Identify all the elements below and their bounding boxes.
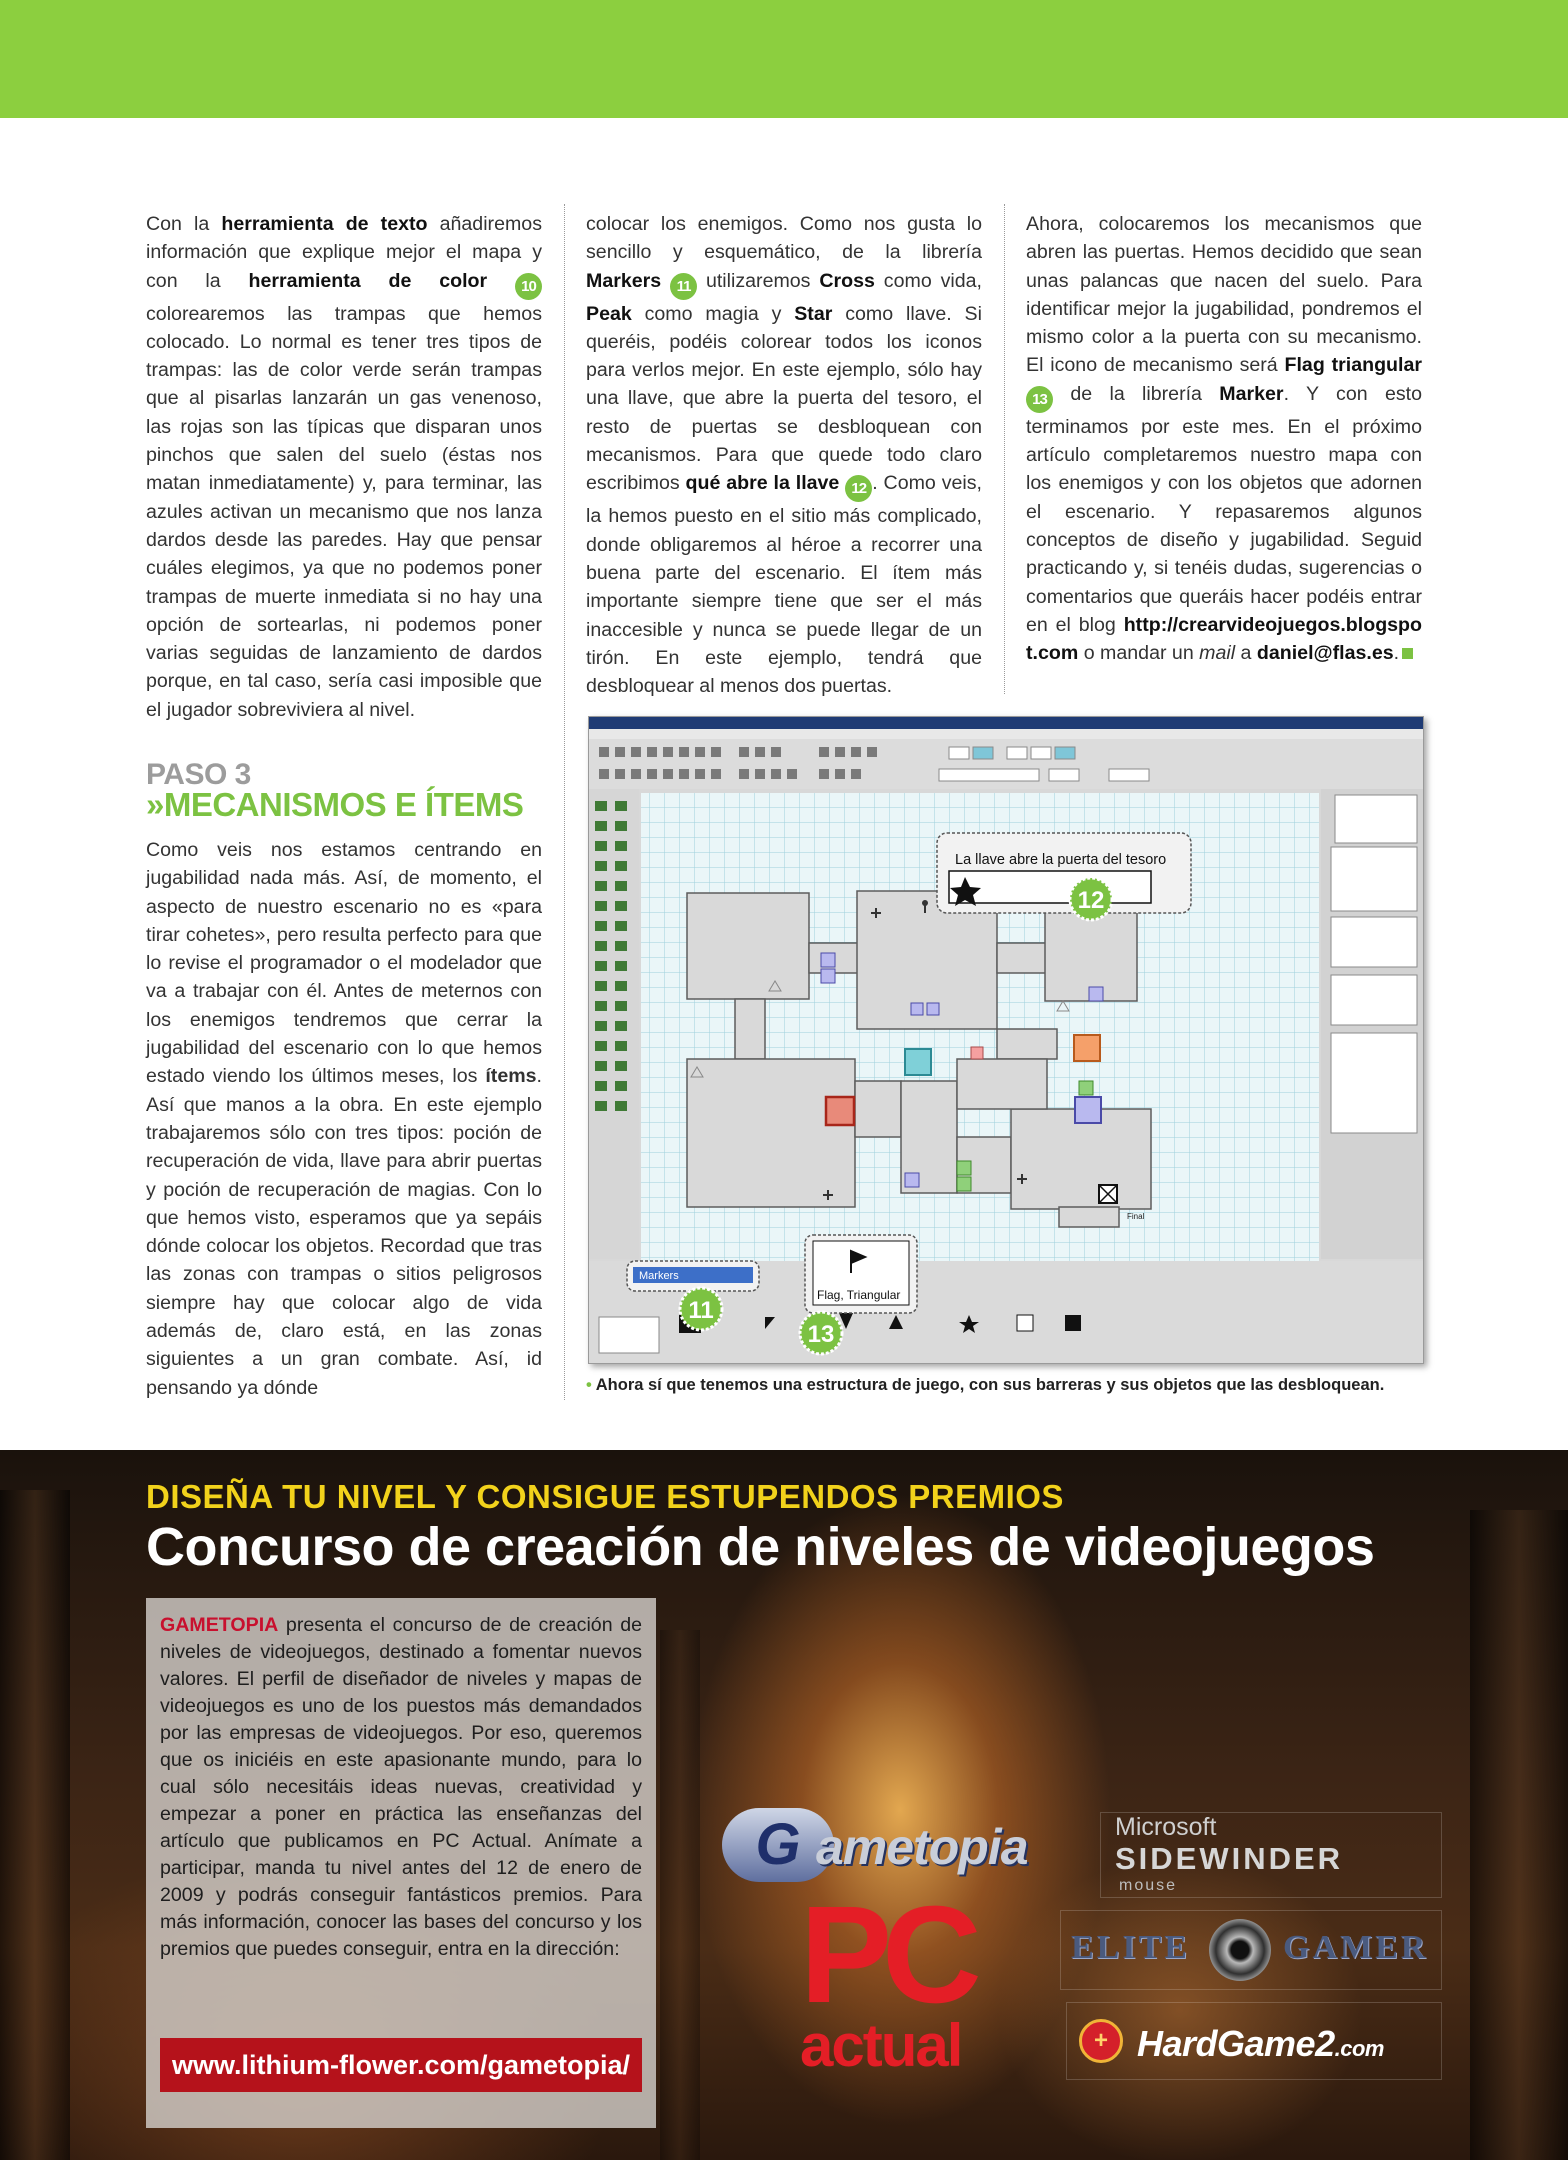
gametopia-logo: G ametopia [722,1808,1062,1882]
banner-title: Concurso de creación de niveles de videojuegos [146,1517,1375,1577]
banner-kicker: DISEÑA TU NIVEL Y CONSIGUE ESTUPENDOS PREMIOS [146,1478,1064,1515]
decorative-pillar [0,1490,70,2160]
plus-icon: + [1079,2019,1123,2063]
callout-number: 11 [670,273,697,300]
ring-icon [1209,1919,1271,1981]
column-divider [1004,204,1005,694]
map-editor-illustration [589,717,1424,1364]
callout-markers-text: Markers [639,1270,679,1282]
contest-info-box [146,1598,656,2128]
paragraph: colocar los enemigos. Como nos gusta lo sencillo y esquemático, de la librería Markers 11 utilizaremos Cross como vida, Peak como magia y Star como llave. Si queréis, podéis colorear todos los iconos para verlos mejor. En este ejemplo, sólo hay una llave, que abre la puerta del tesoro, el resto de puertas se desbloquean con mecanismos. Para que quede todo claro escribimos qué abre la llave 12 . Como veis, la hemos puesto en el sitio más complicado, donde obligaremos al héroe a recorrer una buena parte del escenario. El ítem más importante siempre tiene que ser el más inaccesible y nunca se puede llegar de un tirón. En este ejemplo, tendrá que desbloquear al menos dos puertas. [586,213,982,698]
paragraph: Como veis nos estamos centrando en jugabilidad nada más. Así, de momento, el aspecto de nuestro escenario no es «para tirar cohetes», pero resulta perfecto para que lo revise el programador o el modelador que va a trabajar con él. Antes de meternos con los enemigos tendremos que cerrar la jugabilidad del escenario con lo que hemos estado viendo los últimos meses, los ítems. Así que manos a la obra. En este ejemplo trabajaremos sólo con tres tipos: poción de recuperación de vida, llave para abrir puertas y poción de recuperación de magias. Con lo que hemos visto, esperamos que ya sepáis dónde colocar los objetos. Recordad que tras las zonas con trampas o sitios peligrosos siempre hay que colocar algo de vida además de, claro está, en las zonas siguientes a un gran combate. Así, id pensando ya dónde [146,839,542,1399]
window-title-bar [589,717,1424,729]
top-color-bar [0,0,1568,118]
end-mark [1402,648,1413,659]
callout-number: 10 [515,273,542,300]
callout-flag-text: Flag, Triangular [817,1288,901,1302]
contest-url[interactable]: www.lithium-flower.com/gametopia/ [160,2038,642,2092]
hardgame2-logo: + HardGame2.com [1066,2002,1442,2080]
badge-13: 13 [807,1321,835,1348]
article-column-2 [586,210,982,700]
elite-gamer-logo: ELITE GAMER [1060,1910,1442,1990]
figure-caption: • Ahora sí que tenemos una estructura de juego, con sus barreras y sus objetos que las desbloquean. [586,1376,1385,1394]
paragraph: Ahora, colocaremos los mecanismos que abren las puertas. Hemos decidido que sean unas palancas que nacen del suelo. Para identificar mejor la jugabilidad, pondremos el mismo color a la puerta con su mecanismo. El icono de mecanismo será Flag triangular 13 de la librería Marker. Y con esto terminamos por este mes. En el próximo artículo completaremos nuestro mapa con los enemigos y con los objetos que adornen el escenario. Y repasaremos algunos conceptos de diseño y jugabilidad. Seguid practicando y, si tenéis dudas, sugerencias o comentarios que queráis hacer podéis entrar en el blog http://crearvideojuegos.blogspot.com o mandar un mail a daniel@flas.es. [1026,213,1423,665]
contest-description: GAMETOPIA presenta el concurso de de creación de niveles de videojuegos, destinado a fomentar nuevos valores. El perfil de diseñador de niveles y mapas de videojuegos es uno de los puestos más demandados por las empresas de videojuegos. Por eso, queremos que os iniciéis en este apasionante mundo, para lo cual sólo necesitáis ideas nuevas, creatividad y empezar a poner en práctica las enseñanzas del artículo que publicamos en PC Actual. Anímate a participar, manda tu nivel antes del 12 de enero de 2009 y podrás conseguir fantásticos premios. Para más información, conocer las bases del concurso y los premios que puedes conseguir, entra en la dirección: [160,1614,642,1960]
article-column-3 [1026,210,1422,667]
menu-bar [589,729,1424,739]
callout-number: 13 [1026,386,1053,413]
badge-11: 11 [688,1297,714,1324]
contest-banner [0,1450,1568,2160]
decorative-pillar [660,1630,700,2160]
callout-key-text: La llave abre la puerta del tesoro [955,852,1167,868]
paragraph: Con la herramienta de texto añadiremos información que explique mejor el mapa y con la herramienta de color 10 colorearemos las trampas que hemos colocado. Lo normal es tener tres tipos de trampas: las de color verde serán trampas que al pisarlas lanzarán un gas venenoso, las rojas son las típicas que disparan unos pinchos que salen del suelo (éstas nos matan inmediatamente) y, para terminar, las azules activan un mecanismo que nos lanza dardos desde las paredes. Hay que pensar cuáles elegimos, ya que no podemos poner trampas de muerte inmediata si no hay una opción de sortearlas, ni podemos poner varias seguidas de lanzamiento de dardos porque, en tal caso, sería casi imposible que el jugador sobreviviera al nivel. [146,213,542,721]
microsoft-sidewinder-logo: Microsoft SIDEWINDER mouse [1100,1812,1442,1898]
section-title: »MECANISMOS E ÍTEMS [146,786,524,823]
map-label-final: Final [1127,1212,1145,1221]
step-label: PASO 3 [146,758,251,791]
callout-number: 12 [845,475,872,502]
decorative-pillar [1470,1510,1568,2160]
article-column-1 [146,210,542,724]
article-column-1-continued [146,836,542,1402]
map-editor-screenshot [588,716,1424,1364]
column-divider [564,204,565,1400]
badge-12: 12 [1077,887,1105,914]
pc-actual-logo: PC actual [800,1878,972,2079]
